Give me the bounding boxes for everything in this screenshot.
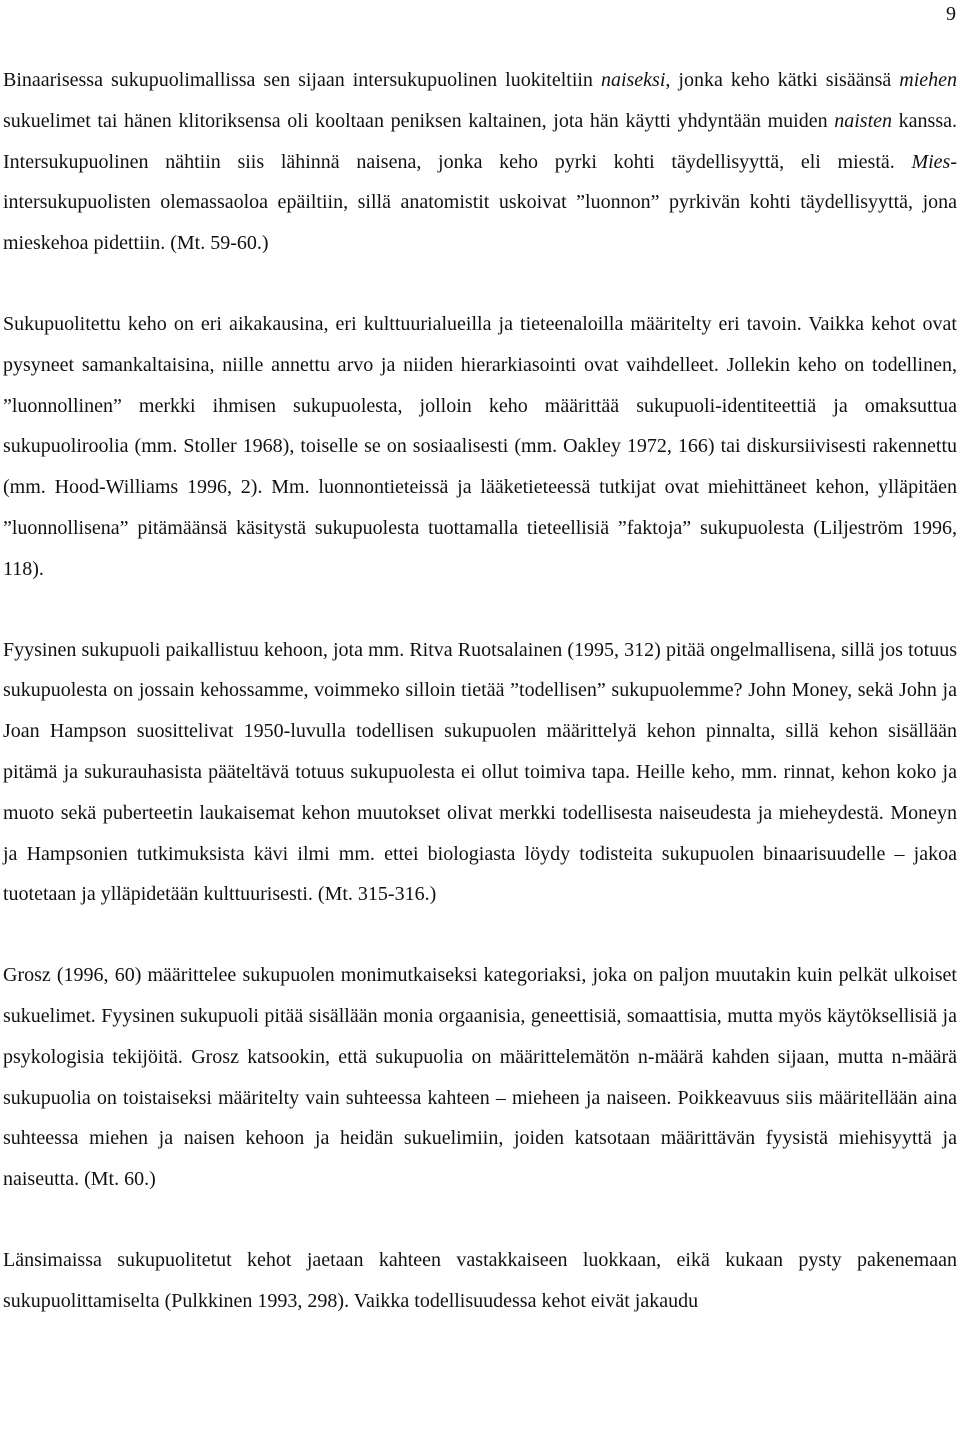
paragraph [3,304,957,590]
text-run: Fyysinen sukupuoli paikallistuu kehoon, jota mm. Ritva Ruotsalainen (1995, 312) pitää ongelmallisena, sillä jos totuus sukupuolesta on jossain kehossamme, voimmeko silloin tietää ”todellisen” sukupuolemme? John Money, sekä John ja Joan Hampson suosittelivat 1950-luvulla todellisen sukupuolen määrittelyä kehon pinnalta, sillä kehon sisällään pitämä ja sukurauhasista pääteltävä totuus sukupuolesta ei ollut toimiva tapa. Heille keho, mm. rinnat, kehon koko ja muoto sekä puberteetin laukaisemat kehon muutokset olivat merkki todellisesta naiseudesta ja mieheydestä. Moneyn ja Hampsonien tutkimuksista kävi ilmi mm. ettei biologiasta löydy todisteita sukupuolen binaarisuudelle – jakoa tuotetaan ja ylläpidetään kulttuurisesti. (Mt. 315-316.) [3,638,957,906]
document-body [3,60,957,1322]
paragraph [3,955,957,1200]
text-run: Länsimaissa sukupuolitetut kehot jaetaan kahteen vastakkaiseen luokkaan, eikä kukaan pysty pakenemaan sukupuolittamiselta (Pulkkinen 1993, 298). Vaikka todellisuudessa kehot eivät jakaudu [3,1248,957,1312]
paragraph [3,60,957,264]
paragraph [3,1240,957,1322]
italic-term: miehen [899,69,958,91]
text-run: kanssa. Intersukupuolinen nähtiin siis lähinnä naisena, jonka keho pyrki kohti täydellisyyttä, eli miestä. [3,109,957,173]
text-run: sukuelimet tai hänen klitoriksensa oli kooltaan peniksen kaltainen, jota hän käytti yhdyntään muiden [3,109,835,132]
italic-term: Mies [911,150,951,173]
text-run: Binaarisessa sukupuolimallissa sen sijaan intersukupuolinen luokiteltiin [3,69,601,91]
paragraph [3,630,957,916]
text-run: , jonka keho kätki sisäänsä [665,69,900,91]
text-run: Sukupuolitettu keho on eri aikakausina, eri kulttuurialueilla ja tieteenaloilla määritelty eri tavoin. Vaikka kehot ovat pysyneet samankaltaisina, niille annettu arvo ja niiden hierarkiasointi ovat vaihdelleet. Jollekin keho on todellinen, ”luonnollinen” merkki ihmisen sukupuolesta, jolloin keho määrittää sukupuoli-identiteettiä ja omaksuttua sukupuoliroolia (mm. Stoller 1968), toiselle se on sosiaalisesti (mm. Oakley 1972, 166) tai diskursiivisesti rakennettu (mm. Hood-Williams 1996, 2). Mm. luonnontieteissä ja lääketieteessä tutkijat ovat miehittäneet kehon, ylläpitäen ”luonnollisena” pitämäänsä käsitystä sukupuolesta tuottamalla tieteellisiä ”faktoja” sukupuolesta (Liljeström 1996, 118). [3,312,957,580]
text-run: Grosz (1996, 60) määrittelee sukupuolen monimutkaiseksi kategoriaksi, joka on paljon muutakin kuin pelkät ulkoiset sukuelimet. Fyysinen sukupuoli pitää sisällään monia orgaanisia, geneettisiä, somaattisia, mutta myös käytöksellisiä ja psykologisia tekijöitä. Grosz katsookin, että sukupuolia on määrittelemätön n-määrä kahden sijaan, mutta n-määrä sukupuolia on toistaiseksi määritelty vain suhteessa kahteen – mieheen ja naiseen. Poikkeavuus siis määritellään aina suhteessa miehen ja naisen kehoon ja heidän sukuelimiin, joiden katsotaan määrittävän fyysistä miehisyyttä ja naiseutta. (Mt. 60.) [3,964,957,1191]
page-number: 9 [946,3,956,25]
italic-term: naiseksi [600,69,666,91]
italic-term: naisten [834,109,893,132]
text-run: -intersukupuolisten olemassaoloa epäiltiin, sillä anatomistit uskoivat ”luonnon” pyrkivän kohti täydellisyyttä, jona mieskehoa pidettiin. (Mt. 59-60.) [3,150,957,255]
